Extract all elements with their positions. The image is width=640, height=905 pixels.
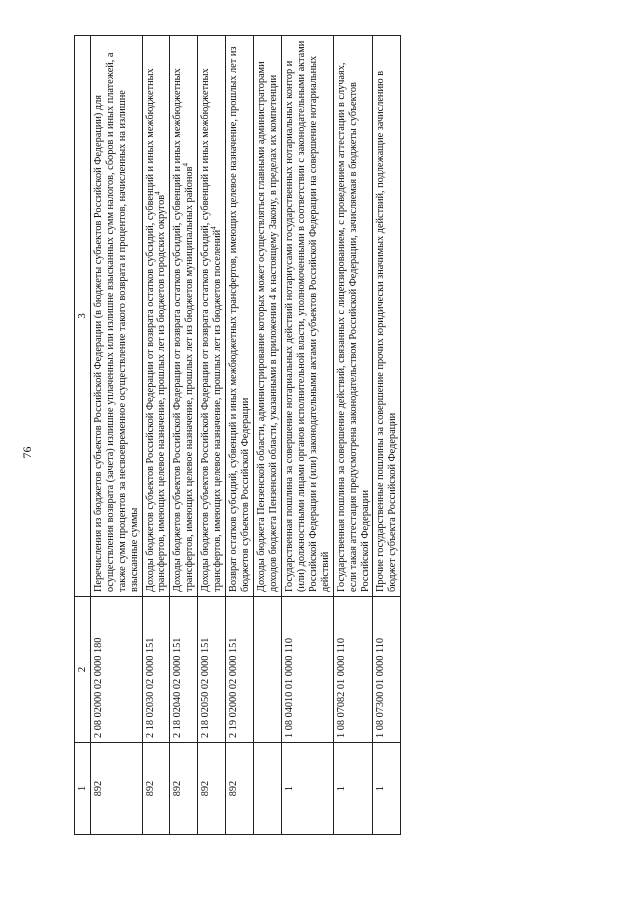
table-row xyxy=(170,36,198,835)
revenue-name-cell xyxy=(198,36,226,597)
footnote-marker: 4 xyxy=(209,226,218,230)
revenue-name-cell xyxy=(226,36,254,597)
table-row xyxy=(198,36,226,835)
budget-code-cell: 2 18 02040 02 0000 151 xyxy=(170,597,198,743)
revenue-name-cell xyxy=(333,36,373,597)
footnote-marker: 4 xyxy=(181,163,190,167)
budget-code-cell: 2 19 02000 02 0000 151 xyxy=(226,597,254,743)
revenue-name-cell xyxy=(142,36,170,597)
budget-code-cell: 2 18 02030 02 0000 151 xyxy=(142,597,170,743)
revenue-name-text: Доходы бюджета Пензенской области, администрирование которых может осуществляться главными администраторами доходов бюджета Пензенской области, указанными в приложении 4 к настоящему Закону, в пределах их компетенции xyxy=(256,61,279,592)
admin-code-cell: 892 xyxy=(90,743,142,835)
table-row xyxy=(142,36,170,835)
admin-code-cell: 1 xyxy=(373,743,401,835)
revenue-name-text: Государственная пошлина за совершение действий, связанных с лицензированием, с проведением аттестации в случаях, если такая аттестация предусмотрена законодательством Российской Федерации, зачисляемая в бюджеты субъектов Российской Федерации xyxy=(335,62,371,592)
column-header-3: 3 xyxy=(75,36,91,597)
revenue-name-text: Доходы бюджетов субъектов Российской Федерации от возврата остатков субсидий, субвенций и иных межбюджетных трансфертов, имеющих целевое назначение, прошлых лет из бюджетов городских округов xyxy=(144,68,168,592)
table-header-row xyxy=(75,36,91,835)
admin-code-cell: 892 xyxy=(170,743,198,835)
revenue-name-text: Государственная пошлина за совершение нотариальных действий нотариусами государственных нотариальных контор и (или) должностными лицами органов исполнительной власти, уполномоченными в соответствии с законодательными актами Российской Федерации и (или) законодательными актами субъектов Российской Федерации на совершение нотариальных действий xyxy=(283,40,331,592)
column-header-1: 1 xyxy=(75,743,91,835)
budget-code-cell: 1 08 07082 01 0000 110 xyxy=(333,597,373,743)
revenue-name-text: Прочие государственные пошлины за совершение прочих юридически значимых действий, подлежащие зачислению в бюджет субъекта Российской Федерации xyxy=(375,70,399,592)
admin-code-cell: 1 xyxy=(281,743,333,835)
revenue-name-cell xyxy=(90,36,142,597)
table-row xyxy=(254,36,282,835)
revenue-name-cell xyxy=(281,36,333,597)
revenue-classification-table xyxy=(74,35,401,835)
admin-code-cell: 892 xyxy=(226,743,254,835)
revenue-name-text: Возврат остатков субсидий, субвенций и иных межбюджетных трансфертов, имеющих целевое назначение, прошлых лет из бюджетов субъектов Российской Федерации xyxy=(228,46,252,592)
budget-code-cell: 1 08 04010 01 0000 110 xyxy=(281,597,333,743)
table-row xyxy=(333,36,373,835)
table-body xyxy=(90,36,401,835)
budget-code-cell xyxy=(254,597,282,743)
table-row xyxy=(373,36,401,835)
revenue-name-text: Перечисления из бюджетов субъектов Российской Федерации (в бюджеты субъектов Российской Федерации) для осуществления возврата (зачета) излишне уплаченных или излишне взысканных сумм налогов, сборов и иных платежей, а также сумм процентов за несвоевременное осуществление такого возврата и процентов, начисленных на излишне взысканные суммы xyxy=(92,52,140,592)
revenue-name-cell xyxy=(254,36,282,597)
table-row xyxy=(226,36,254,835)
budget-code-cell: 2 18 02050 02 0000 151 xyxy=(198,597,226,743)
budget-code-cell: 1 08 07300 01 0000 110 xyxy=(373,597,401,743)
revenue-name-text: Доходы бюджетов субъектов Российской Федерации от возврата остатков субсидий, субвенций и иных межбюджетных трансфертов, имеющих целевое назначение, прошлых лет из бюджетов муниципальных районов xyxy=(172,68,196,592)
admin-code-cell: 1 xyxy=(333,743,373,835)
admin-code-cell: 892 xyxy=(142,743,170,835)
admin-code-cell: 892 xyxy=(198,743,226,835)
table-row xyxy=(281,36,333,835)
admin-code-cell xyxy=(254,743,282,835)
column-header-2: 2 xyxy=(75,597,91,743)
footnote-marker: 4 xyxy=(154,191,163,195)
table-row xyxy=(90,36,142,835)
revenue-name-cell xyxy=(170,36,198,597)
revenue-name-cell xyxy=(373,36,401,597)
page-number: 76 xyxy=(20,446,34,459)
budget-code-cell: 2 08 02000 02 0000 180 xyxy=(90,597,142,743)
revenue-name-text: Доходы бюджетов субъектов Российской Федерации от возврата остатков субсидий, субвенций и иных межбюджетных трансфертов, имеющих целевое назначение, прошлых лет из бюджетов поселений xyxy=(200,68,224,592)
